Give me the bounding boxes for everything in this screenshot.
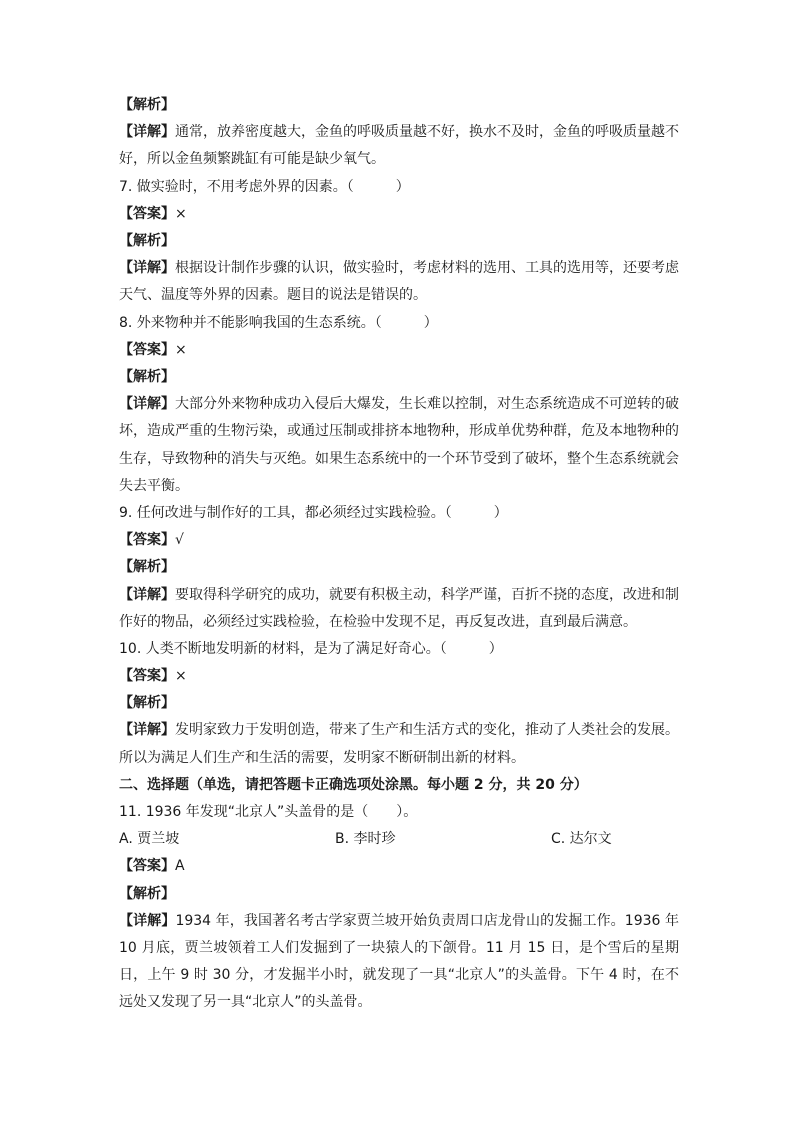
option-c: C. 达尔文: [551, 831, 612, 848]
option-b: B. 李时珍: [335, 831, 396, 848]
question-11-options: [119, 826, 679, 853]
analysis-label-q11: 【解析】: [119, 885, 175, 902]
detail-q7: 【详解】根据设计制作步骤的认识，做实验时，考虑材料的选用、工具的选用等，还要考虑天气、温度等外界的因素。题目的说法是错误的。: [119, 260, 679, 304]
detail-q11: 【详解】1934 年，我国著名考古学家贾兰坡开始负责周口店龙骨山的发掘工作。1936 年 10 月底，贾兰坡领着工人们发掘到了一块猿人的下颌骨。11 月 15 日，是个雪后的星期日，上午 9 时 30 分，才发掘半小时，就发现了一具“北京人”的头盖骨。下午 4 时，在不远处又发现了另一具“北京人”的头盖骨。: [119, 912, 679, 1011]
answer-q9: 【答案】√: [119, 532, 184, 549]
question-10: 10. 人类不断地发明新的材料，是为了满足好奇心。（ ）: [119, 640, 503, 657]
option-a: A. 贾兰坡: [119, 831, 180, 848]
question-11: 11. 1936 年发现“北京人”头盖骨的是（ ）。: [119, 804, 418, 821]
section-heading-choice: 二、选择题（单选，请把答题卡正确选项处涂黑。每小题 2 分，共 20 分）: [119, 776, 588, 793]
question-9: 9. 任何改进与制作好的工具，都必须经过实践检验。（ ）: [119, 504, 508, 521]
question-8: 8. 外来物种并不能影响我国的生态系统。（ ）: [119, 314, 438, 331]
detail-q9: 【详解】要取得科学研究的成功，就要有积极主动，科学严谨，百折不挠的态度，改进和制作好的物品，必须经过实践检验，在检验中发现不足，再反复改进，直到最后满意。: [119, 586, 679, 630]
document-page: [119, 92, 679, 1017]
analysis-label-q10: 【解析】: [119, 695, 175, 712]
detail-q8: 【详解】大部分外来物种成功入侵后大爆发，生长难以控制，对生态系统造成不可逆转的破坏，造成严重的生物污染，或通过压制或排挤本地物种，形成单优势种群，危及本地物种的生存，导致物种的消失与灭绝。如果生态系统中的一个环节受到了破坏，整个生态系统就会失去平衡。: [119, 396, 679, 494]
analysis-label-q7: 【解析】: [119, 232, 175, 249]
analysis-label-q8: 【解析】: [119, 368, 175, 385]
detail-q10: 【详解】发明家致力于发明创造，带来了生产和生活方式的变化，推动了人类社会的发展。所以为满足人们生产和生活的需要，发明家不断研制出新的材料。: [119, 722, 679, 766]
answer-q7: 【答案】×: [119, 205, 187, 222]
analysis-label-q6: 【解析】: [119, 97, 175, 113]
detail-q6: 【详解】通常，放养密度越大，金鱼的呼吸质量越不好，换水不及时，金鱼的呼吸质量越不好，所以金鱼频繁跳缸有可能是缺少氧气。: [119, 124, 679, 168]
answer-q11: 【答案】A: [119, 858, 185, 875]
question-7: 7. 做实验时，不用考虑外界的因素。（ ）: [119, 178, 410, 195]
answer-q8: 【答案】×: [119, 341, 187, 358]
answer-q10: 【答案】×: [119, 668, 187, 685]
analysis-label-q9: 【解析】: [119, 559, 175, 576]
